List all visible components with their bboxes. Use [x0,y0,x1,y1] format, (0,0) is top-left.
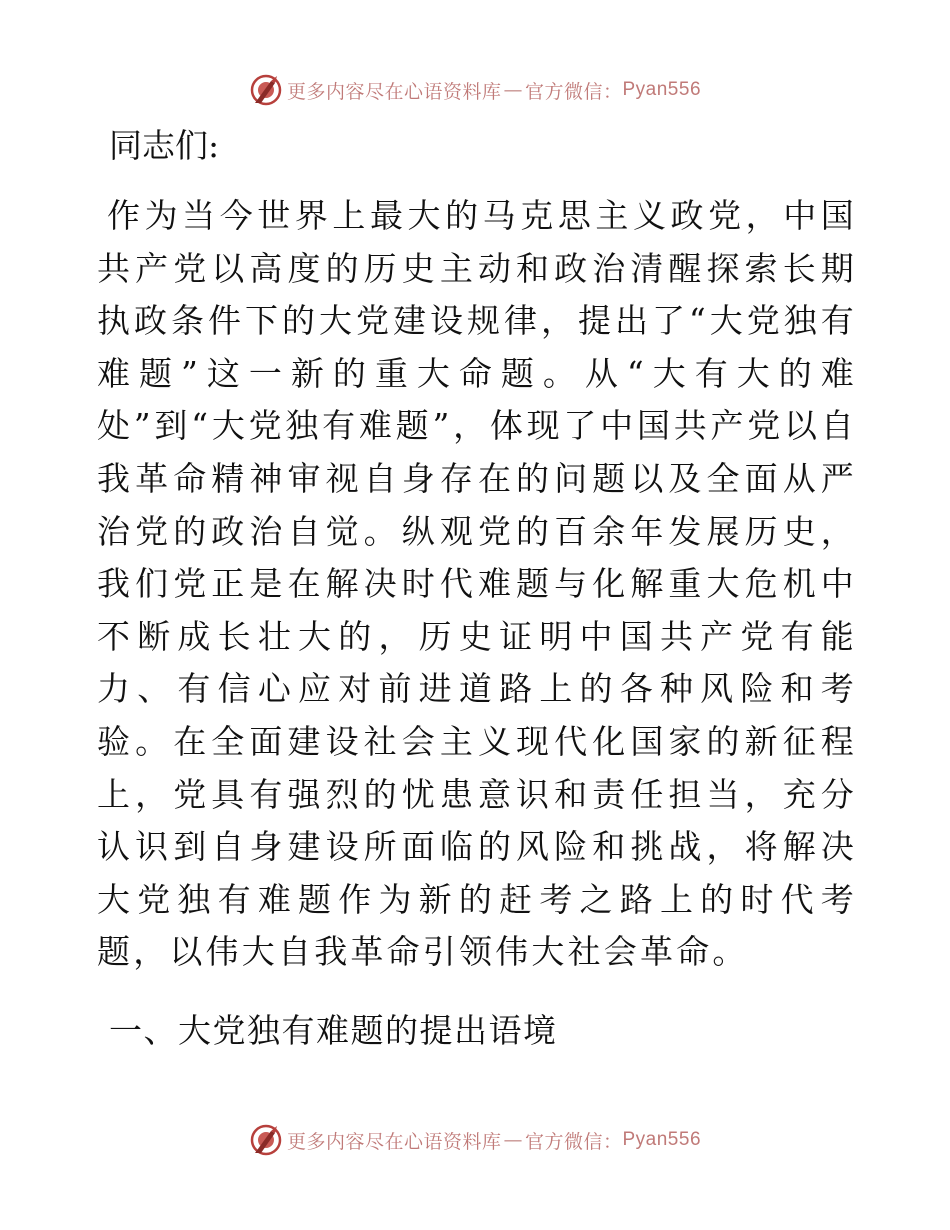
watermark-dash: — [503,1129,523,1151]
watermark-dash: — [503,79,523,101]
section-heading: 一、大党独有难题的提出语境 [109,1010,558,1050]
red-quill-circle-icon [249,1123,283,1157]
watermark-site-text: 更多内容尽在心语资料库 [286,80,502,103]
watermark-handle: Pyan556 [622,79,702,100]
watermark-handle: Pyan556 [622,1129,702,1150]
header-watermark [0,70,950,110]
footer-watermark [0,1120,950,1160]
red-quill-circle-icon [249,73,283,107]
watermark-official-label: 官方微信： [524,1130,623,1153]
body-paragraph: 作为当今世界上最大的马克思主义政党，中国共产党以高度的历史主动和政治清醒探索长期执政条件下的大党建设规律，提出了“大党独有难题”这一新的重大命题。从“大有大的难处”到“大党独有难题”，体现了中国共产党以自我革命精神审视自身存在的问题以及全面从严治党的政治自觉。纵观党的百余年发展历史，我们党正是在解决时代难题与化解重大危机中不断成长壮大的，历史证明中国共产党有能力、有信心应对前进道路上的各种风险和考验。在全面建设社会主义现代化国家的新征程上，党具有强烈的忧患意识和责任担当，充分认识到自身建设所面临的风险和挑战，将解决大党独有难题作为新的赶考之路上的时代考题，以伟大自我革命引领伟大社会革命。 [97,196,857,972]
watermark-official-label: 官方微信： [524,80,623,103]
watermark-site-text: 更多内容尽在心语资料库 [286,1130,502,1153]
document-body [97,118,857,1059]
salutation: 同志们: [109,126,220,165]
